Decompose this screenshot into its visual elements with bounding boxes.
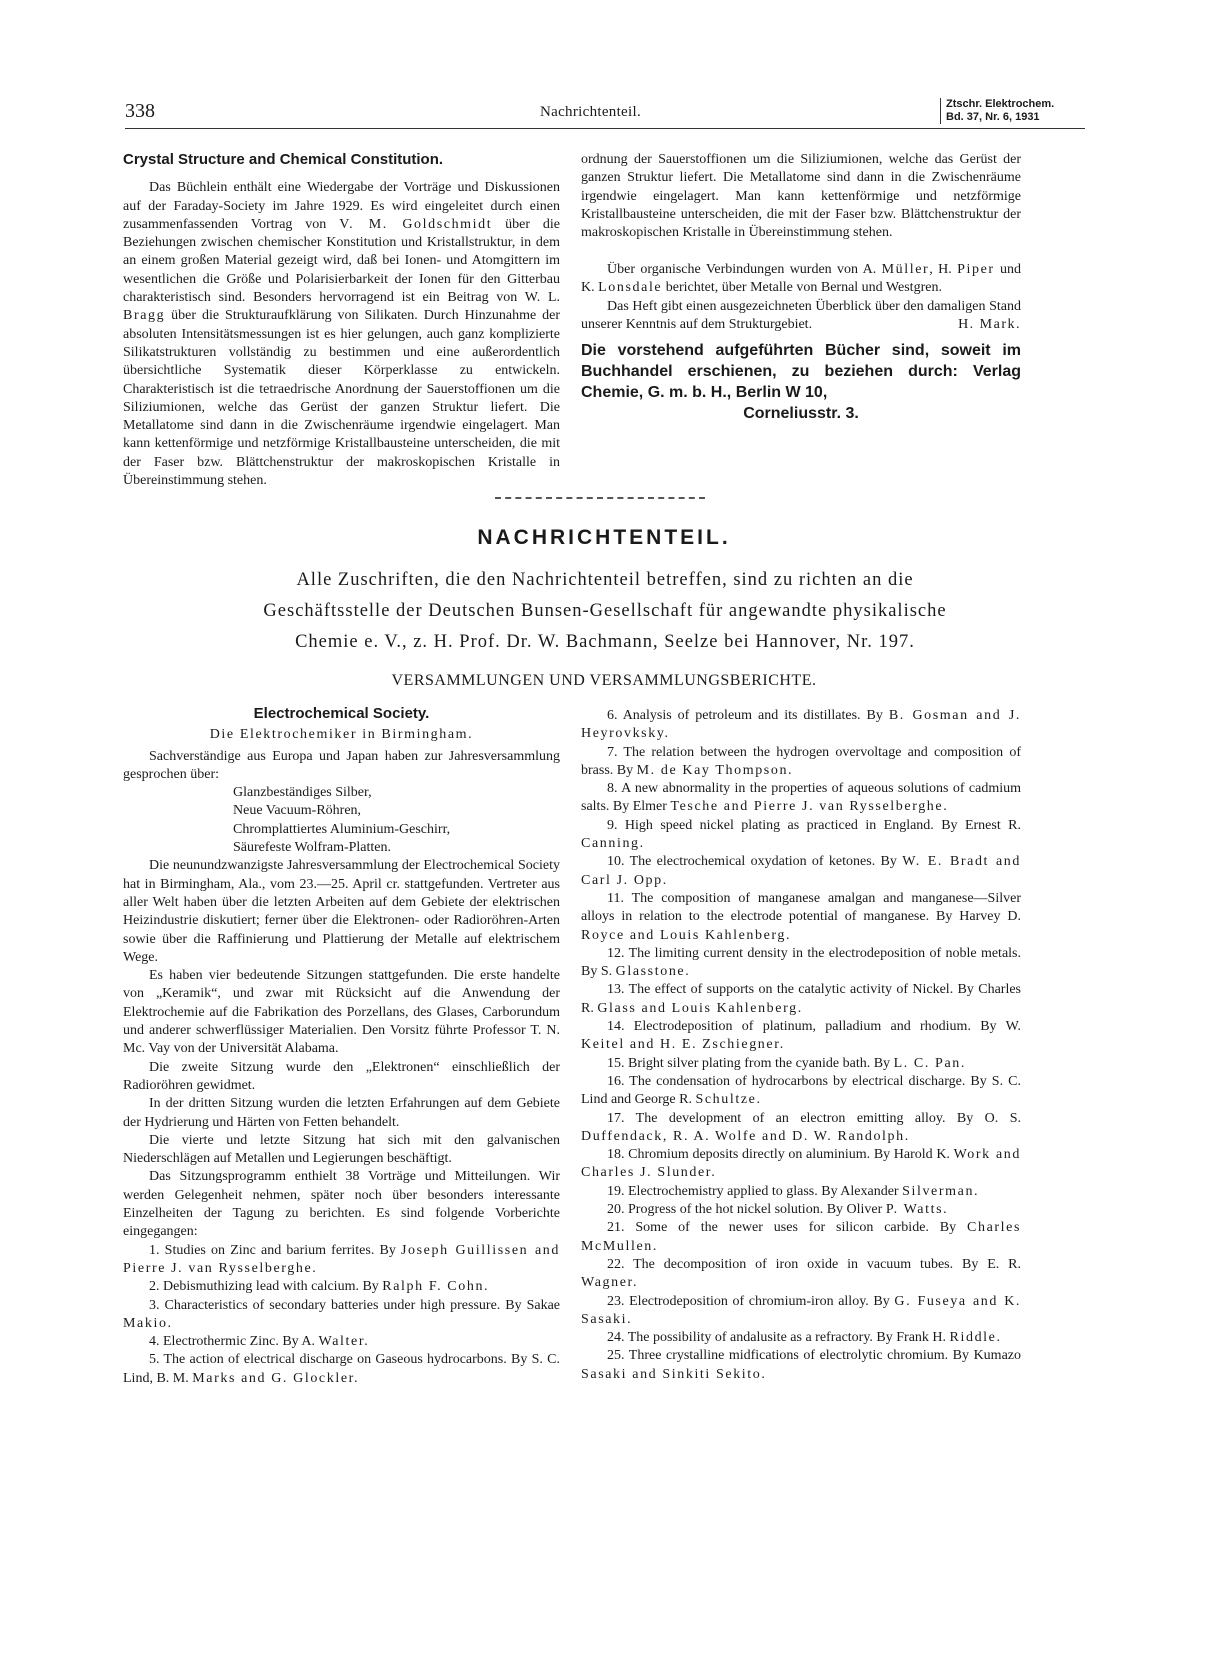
talk-item: 7. The relation between the hydrogen overvoltage and composition of brass. By M. de Kay Thompson.	[581, 744, 1021, 778]
society-paragraph-4: In der dritten Sitzung wurden die letzten Erfahrungen auf dem Gebiete der Hydrierung und Härten von Fetten behandelt.	[123, 1096, 560, 1130]
talk-item: 16. The condensation of hydrocarbons by electrical discharge. By S. C. Lind and George R. Schultze.	[581, 1073, 1021, 1108]
talk-item: 5. The action of electrical discharge on Gaseous hydrocarbons. By S. C. Lind, B. M. Marks and G. Glockler.	[123, 1352, 560, 1386]
talk-item: 8. A new abnormality in the properties of aqueous solutions of cadmium salts. By Elmer Tesche and Pierre J. van Rysselberghe.	[581, 781, 1021, 815]
talk-item: 14. Electrodeposition of platinum, palladium and rhodium. By W. Keitel and H. E. Zschiegner.	[581, 1019, 1021, 1053]
page-number: 338	[125, 100, 155, 122]
talk-item: 17. The development of an electron emitting alloy. By O. S. Duffendack, R. A. Wolfe and D. W. Randolph.	[581, 1110, 1021, 1144]
running-title: Nachrichtenteil.	[540, 104, 642, 120]
society-subheading: Die Elektrochemiker in Birmingham.	[209, 727, 474, 743]
review-paragraph-2: Über organische Verbindungen wurden von A. Müller, H. Piper und K. Lonsdale berichtet, über Metalle von Bernal und Westgren.	[581, 262, 1022, 296]
topic-item: Säurefeste Wolfram-Platten.	[233, 840, 392, 856]
address-line-1: Alle Zuschriften, die den Nachrichtenteil betreffen, sind zu richten an die	[296, 570, 914, 590]
talk-item: 21. Some of the newer uses for silicon carbide. By Charles McMullen.	[581, 1220, 1021, 1254]
review-paragraph-1: Das Büchlein enthält eine Wiedergabe der Vorträge und Diskussionen auf der Faraday-Society im Jahre 1929. Es wird eingeleitet durch einen zusammenfassenden Vortrag von V. M. Goldschmidt über die Beziehungen zwischen chemischer Konstitution und Kristallstruktur, in dem an einem großen Material gezeigt wird, daß bei Ionen- und Atomgittern im wesentlichen die Größe und Polarisierbarkeit der Ionen für den Gitterbau charakteristisch sind. Besonders hervorragend ist ein Beitrag von W. L. Bragg über die Strukturaufklärung von Silikaten. Durch Hinzunahme der absoluten Intensitätsmessungen ist es hier gelungen, auch ganz komplizierte Silikatstrukturen vollständig zu bestimmen und eine außerordentlich übersichtliche Systematik dieser Körperklasse zu entwickeln. Charakteristisch ist die tetraedrische Anordnung der Sauerstoffionen um die Siliziumionen, welche das Gerüst der ganzen Struktur liefert. Die Metallatome sind dann in die Zwischenräume irgendwie eingelagert. Man kann kettenförmige und netzförmige Kristallbausteine unterscheiden, die mit der Faser bzw. Blättchenstruktur der makroskopischen Kristalle in Übereinstimmung stehen.	[123, 180, 560, 489]
talk-item: 13. The effect of supports on the catalytic activity of Nickel. By Charles R. Glass and Louis Kahlenberg.	[581, 982, 1021, 1016]
review-paragraph-3: Das Heft gibt einen ausgezeichneten Überblick über den damaligen Stand unserer Kenntnis auf dem Strukturgebiet. H. Mark.	[581, 298, 1021, 335]
society-paragraph-5: Die vierte und letzte Sitzung hat sich mit den galvanischen Niederschlägen auf Metallen und Legierungen beschäftigt.	[123, 1132, 560, 1167]
topic-item: Chromplattiertes Aluminium-Geschirr,	[233, 821, 451, 837]
topic-item: Neue Vacuum-Röhren,	[233, 803, 362, 819]
society-paragraph-1: Die neunundzwanzigste Jahresversammlung der Electrochemical Society hat in Birmingham, Ala., vom 23.—25. April cr. stattgefunden. Vertreter aus aller Welt haben über die letzten Arbeiten auf dem Gebiete der elektrischen Heizindustrie diskutiert; ferner über die Elektronen- oder Radioröhren-Arten sowie über die Raffinierung und Plattierung der Metalle auf elektrischem Wege.	[123, 858, 560, 965]
talk-item: 23. Electrodeposition of chromium-iron alloy. By G. Fuseya and K. Sasaki.	[581, 1293, 1021, 1327]
review-signature: H. Mark.	[958, 316, 1021, 332]
topic-item: Glanzbeständiges Silber,	[233, 785, 372, 801]
journal-ref-line1: Ztschr. Elektrochem.	[946, 98, 1055, 110]
society-heading: Electrochemical Society.	[253, 705, 430, 722]
publisher-note: Die vorstehend aufgeführten Bücher sind, soweit im Buchhandel erschienen, zu beziehen durch: Verlag Chemie, G. m. b. H., Berlin W 10, Corneliusstr. 3.	[581, 342, 1021, 423]
review-p1-overflow-note: ordnung der Sauerstoffionen um die Siliziumionen, welche das Gerüst der ganzen Struktur liefert. Die Metallatome sind dann in die Zwischenräume irgendwie eingelagert. Man kann kettenförmige und netzförmige Kristallbausteine unterscheiden, die mit der Faser bzw. Blättchenstruktur der makroskopischen Kristalle in Übereinstimmung stehen.	[581, 152, 1021, 241]
section-title: NACHRICHTENTEIL.	[477, 526, 731, 549]
talk-item: 25. Three crystalline midfications of electrolytic chromium. By Kumazo Sasaki and Sinkiti Sekito.	[581, 1348, 1021, 1382]
journal-ref-line2: Bd. 37, Nr. 6, 1931	[946, 111, 1040, 123]
talk-item: 12. The limiting current density in the electrodeposition of noble metals. By S. Glasstone.	[581, 945, 1021, 980]
society-intro: Sachverständige aus Europa und Japan haben zur Jahresversammlung gesprochen über:	[123, 748, 560, 782]
review-heading: Crystal Structure and Chemical Constitution.	[123, 151, 444, 168]
publisher-note-address: Corneliusstr. 3.	[743, 405, 859, 423]
address-line-2: Geschäftsstelle der Deutschen Bunsen-Gesellschaft für angewandte physikalische	[263, 601, 947, 621]
talk-item: 18. Chromium deposits directly on aluminium. By Harold K. Work and Charles J. Slunder.	[581, 1147, 1021, 1181]
society-paragraph-3: Die zweite Sitzung wurde den „Elektronen“ einschließlich der Radioröhren gewidmet.	[123, 1059, 560, 1093]
review-left-column	[123, 151, 560, 489]
talk-item: 19. Electrochemistry applied to glass. By Alexander Silverman.	[607, 1183, 980, 1199]
address-line-3: Chemie e. V., z. H. Prof. Dr. W. Bachmann, Seelze bei Hannover, Nr. 197.	[295, 632, 915, 652]
talk-item: 24. The possibility of andalusite as a refractory. By Frank H. Riddle.	[607, 1330, 1002, 1346]
talk-item: 2. Debismuthizing lead with calcium. By Ralph F. Cohn.	[149, 1279, 490, 1295]
talk-item: 3. Characteristics of secondary batteries under high pressure. By Sakae Makio.	[123, 1297, 560, 1331]
talk-item: 15. Bright silver plating from the cyanide bath. By L. C. Pan.	[607, 1055, 966, 1071]
review-paragraph-1-continued	[581, 151, 1021, 261]
section-divider-ornament	[495, 497, 705, 499]
talk-item: 6. Analysis of petroleum and its distillates. By B. Gosman and J. Heyrovksky.	[581, 708, 1022, 742]
talk-item: 4. Electrothermic Zinc. By A. Walter.	[149, 1334, 370, 1350]
talk-item: 11. The composition of manganese amalgan and manganese—Silver alloys in relation to the electrode potential of manganese. By Harvey D. Royce and Louis Kahlenberg.	[581, 890, 1021, 943]
talk-item: 22. The decomposition of iron oxide in vacuum tubes. By E. R. Wagner.	[581, 1256, 1021, 1291]
review-right-column	[581, 151, 1021, 424]
society-right-column	[581, 707, 1021, 1384]
society-paragraph-6: Das Sitzungsprogramm enthielt 38 Vorträge und Mitteilungen. Wir werden Gelegenheit nehmen, später noch über besonders interessante Einzelheiten der Tagung zu berichten. Es sind folgende Vorberichte eingegangen:	[123, 1169, 560, 1240]
society-paragraph-2: Es haben vier bedeutende Sitzungen stattgefunden. Die erste handelte von „Keramik“, und zwar mit Rücksicht auf die Anwendung der Elektrochemie auf die Fabrikation des Porzellans, des Glases, Carborundum und anderer schwerflüssiger Materialien. Den Vorsitz führte Professor T. N. Mc. Vay von der Universität Alabama.	[123, 968, 560, 1057]
society-left-column	[123, 705, 560, 1388]
talk-item: 9. High speed nickel plating as practiced in England. By Ernest R. Canning.	[581, 817, 1021, 852]
talk-item: 10. The electrochemical oxydation of ketones. By W. E. Bradt and Carl J. Opp.	[581, 854, 1021, 888]
subsection-title: VERSAMMLUNGEN UND VERSAMMLUNGSBERICHTE.	[391, 672, 817, 689]
talk-item: 20. Progress of the hot nickel solution. By Oliver P. Watts.	[607, 1202, 949, 1218]
talk-item: 1. Studies on Zinc and barium ferrites. By Joseph Guillissen and Pierre J. van Rysselberghe.	[123, 1242, 560, 1276]
header-rule	[125, 128, 1085, 129]
journal-reference	[940, 98, 1054, 124]
